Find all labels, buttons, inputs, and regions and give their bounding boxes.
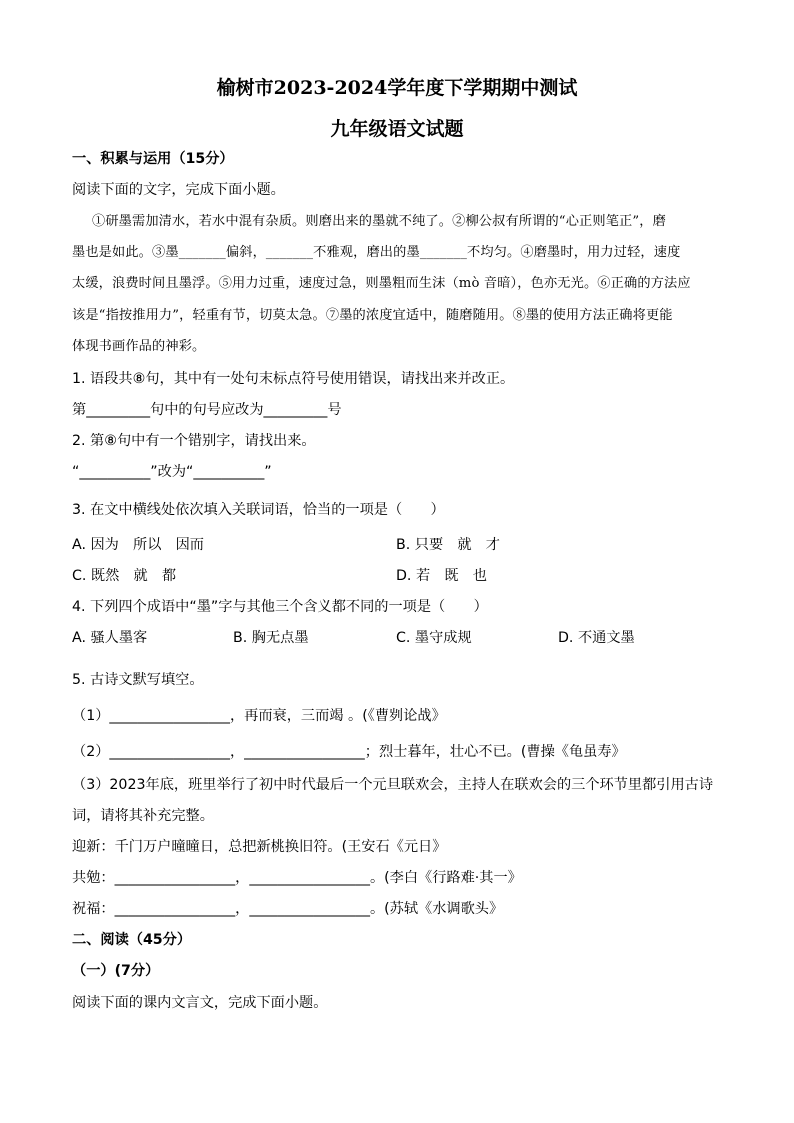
- passage-line-1: ①研墨需加清水，若水中混有杂质。则磨出来的墨就不纯了。②柳公叔有所谓的“心正则笔正”，磨: [92, 214, 666, 229]
- q3-option-d: D. 若 既 也: [396, 568, 487, 584]
- q4-option-c: C. 墨守成规: [396, 630, 472, 646]
- question-2: 2. 第⑧句中有一个错别字，请找出来。: [72, 433, 316, 449]
- q5-item-3-line-1: （3）2023年底，班里举行了初中时代最后一个元旦联欢会，主持人在联欢会的三个环节里都引用古诗: [72, 777, 714, 793]
- q5-encourage-line: 共勉：_________________，_________________。(李白《行路难·其一》: [72, 870, 522, 886]
- q4-option-a: A. 骚人墨客: [72, 630, 148, 646]
- section1-heading: 一、积累与运用（15分）: [72, 151, 234, 167]
- passage-line-5: 体现书画作品的神彩。: [72, 339, 206, 354]
- passage-line-4: 该是“指按推用力”，轻重有节，切莫太急。⑦墨的浓度宜适中，随磨随用。⑧墨的使用方法正确将更能: [72, 308, 673, 323]
- q5-bless-line: 祝福：_________________，_________________。(苏轼《水调歌头》: [72, 901, 504, 917]
- q5-item-2: （2）_________________，_________________；烈士暮年，壮心不已。(曹操《龟虽寿》: [72, 744, 626, 760]
- section1-instruction: 阅读下面的文字，完成下面小题。: [72, 182, 285, 198]
- question-1-answer-line: 第_________句中的句号应改为_________号: [72, 402, 342, 418]
- question-2-answer-line: “__________”改为“__________”: [72, 464, 272, 480]
- section2-instruction: 阅读下面的课内文言文，完成下面小题。: [72, 995, 328, 1011]
- passage-line-3: 太缓，浪费时间且墨浮。⑤用力过重，速度过急，则墨粗而生沫（mò 音暗），色亦无光。⑥正确的方法应: [72, 276, 691, 291]
- q5-item-3-line-2: 词，请将其补充完整。: [72, 808, 214, 824]
- section2-subheading: （一）(7分）: [72, 963, 160, 979]
- exam-subtitle: 九年级语文试题: [330, 118, 464, 140]
- question-4: 4. 下列四个成语中“墨”字与其他三个含义都不同的一项是（ ）: [72, 599, 488, 615]
- passage-line-2: 墨也是如此。③墨_______偏斜，_______不雅观，磨出的墨_______不均匀。④磨墨时，用力过轻，速度: [72, 245, 681, 260]
- question-5: 5. 古诗文默写填空。: [72, 672, 204, 688]
- question-3: 3. 在文中横线处依次填入关联词语，恰当的一项是（ ）: [72, 502, 445, 518]
- q3-option-c: C. 既然 就 都: [72, 568, 177, 584]
- q3-option-b: B. 只要 就 才: [396, 537, 500, 553]
- q4-option-b: B. 胸无点墨: [233, 630, 309, 646]
- exam-title: 榆树市2023-2024学年度下学期期中测试: [216, 77, 578, 99]
- q5-welcome-line: 迎新：千门万户曈曈日，总把新桃换旧符。(王安石《元日》: [72, 839, 447, 855]
- section2-heading: 二、阅读（45分）: [72, 932, 192, 948]
- q3-option-a: A. 因为 所以 因而: [72, 537, 204, 553]
- q4-option-d: D. 不通文墨: [558, 630, 635, 646]
- q5-item-1: （1）_________________，再而衰，三而竭 。(《曹刿论战》: [72, 708, 446, 724]
- question-1: 1. 语段共⑧句，其中有一处句末标点符号使用错误，请找出来并改正。: [72, 371, 515, 387]
